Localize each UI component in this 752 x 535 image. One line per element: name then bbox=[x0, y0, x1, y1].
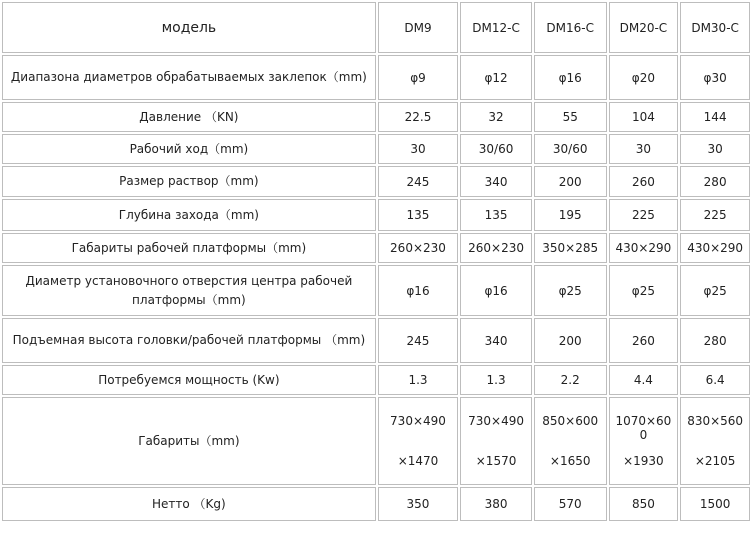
cell-value: φ16 bbox=[534, 55, 607, 100]
table-row bbox=[2, 318, 750, 363]
cell-value: 30/60 bbox=[534, 134, 607, 164]
cell-value: φ20 bbox=[609, 55, 679, 100]
model-header-dm12c: DM12-C bbox=[460, 2, 532, 53]
cell-value: 245 bbox=[378, 318, 458, 363]
dimension-line: ×1930 bbox=[623, 454, 664, 468]
cell-value: φ30 bbox=[680, 55, 750, 100]
cell-value: φ25 bbox=[680, 265, 750, 316]
dimension-line: ×1470 bbox=[397, 454, 439, 468]
dimension-line: 830×560 bbox=[687, 414, 744, 428]
table-row bbox=[2, 365, 750, 395]
cell-value: 260 bbox=[609, 166, 679, 197]
cell-value: 245 bbox=[378, 166, 458, 197]
row-label: Рабочий ход（mm) bbox=[2, 134, 376, 164]
cell-value: 280 bbox=[680, 166, 750, 197]
model-header-dm16c: DM16-C bbox=[534, 2, 607, 53]
row-label: Подъемная высота головки/рабочей платформы （mm) bbox=[2, 318, 376, 363]
row-label: Размер раствор（mm) bbox=[2, 166, 376, 197]
dimension-line: ×1650 bbox=[549, 454, 591, 468]
cell-value: 135 bbox=[378, 199, 458, 231]
cell-value: 32 bbox=[460, 102, 532, 132]
model-header-cell: модель bbox=[2, 2, 376, 53]
cell-value bbox=[460, 397, 532, 485]
table-row bbox=[2, 199, 750, 231]
dimension-line bbox=[681, 428, 749, 454]
dimension-line: 730×490 bbox=[468, 414, 524, 428]
table-row bbox=[2, 397, 750, 485]
row-label: Давление （KN) bbox=[2, 102, 376, 132]
cell-value: 6.4 bbox=[680, 365, 750, 395]
cell-value: φ25 bbox=[609, 265, 679, 316]
dimension-line bbox=[461, 428, 531, 454]
row-label: Габариты（mm) bbox=[2, 397, 376, 485]
cell-value: 430×290 bbox=[609, 233, 679, 263]
cell-value: 4.4 bbox=[609, 365, 679, 395]
table-row bbox=[2, 265, 750, 316]
cell-value: 1.3 bbox=[460, 365, 532, 395]
cell-value bbox=[534, 397, 607, 485]
cell-value: 260×230 bbox=[378, 233, 458, 263]
cell-value: 30/60 bbox=[460, 134, 532, 164]
table-row bbox=[2, 166, 750, 197]
cell-value: 225 bbox=[609, 199, 679, 231]
row-label: Нетто （Kg) bbox=[2, 487, 376, 521]
cell-value: 225 bbox=[680, 199, 750, 231]
table-row bbox=[2, 55, 750, 100]
cell-value: 260 bbox=[609, 318, 679, 363]
cell-value: 350 bbox=[378, 487, 458, 521]
cell-value: 350×285 bbox=[534, 233, 607, 263]
cell-value bbox=[609, 397, 679, 485]
dimension-line: ×1570 bbox=[475, 454, 517, 468]
dimension-line: 1070×60 bbox=[615, 414, 672, 428]
dimension-line: 850×600 bbox=[542, 414, 599, 428]
cell-value: 340 bbox=[460, 166, 532, 197]
row-label: Диапазона диаметров обрабатываемых заклепок（mm) bbox=[2, 55, 376, 100]
cell-value: 144 bbox=[680, 102, 750, 132]
table-row bbox=[2, 233, 750, 263]
cell-value: 850 bbox=[609, 487, 679, 521]
header-row bbox=[2, 2, 750, 53]
cell-value: 570 bbox=[534, 487, 607, 521]
model-header-dm9: DM9 bbox=[378, 2, 458, 53]
cell-value: 200 bbox=[534, 318, 607, 363]
row-label-line: Диаметр установочного отверстия центра рабочей bbox=[25, 273, 353, 288]
cell-value: 1500 bbox=[680, 487, 750, 521]
cell-value: φ16 bbox=[378, 265, 458, 316]
cell-value: 135 bbox=[460, 199, 532, 231]
cell-value: 30 bbox=[680, 134, 750, 164]
cell-value: 260×230 bbox=[460, 233, 532, 263]
cell-value: 55 bbox=[534, 102, 607, 132]
cell-value: 30 bbox=[609, 134, 679, 164]
table-row bbox=[2, 134, 750, 164]
row-label-line: платформы（mm) bbox=[132, 292, 246, 307]
cell-value: 104 bbox=[609, 102, 679, 132]
cell-value: φ12 bbox=[460, 55, 532, 100]
cell-value: φ16 bbox=[460, 265, 532, 316]
dimension-line bbox=[535, 428, 606, 454]
cell-value: 1.3 bbox=[378, 365, 458, 395]
cell-value: 380 bbox=[460, 487, 532, 521]
model-header-dm20c: DM20-C bbox=[609, 2, 679, 53]
row-label: Габариты рабочей платформы（mm) bbox=[2, 233, 376, 263]
dimension-line bbox=[379, 428, 457, 454]
cell-value: 340 bbox=[460, 318, 532, 363]
dimension-line: ×2105 bbox=[694, 454, 736, 468]
cell-value: 200 bbox=[534, 166, 607, 197]
cell-value bbox=[680, 397, 750, 485]
cell-value bbox=[378, 397, 458, 485]
cell-value: 280 bbox=[680, 318, 750, 363]
table-row bbox=[2, 102, 750, 132]
dimension-line: 0 bbox=[639, 428, 648, 442]
cell-value: φ25 bbox=[534, 265, 607, 316]
dimension-line: 730×490 bbox=[390, 414, 446, 428]
row-label: Потребуемся мощность (Kw) bbox=[2, 365, 376, 395]
table-row bbox=[2, 487, 750, 521]
cell-value: φ9 bbox=[378, 55, 458, 100]
cell-value: 30 bbox=[378, 134, 458, 164]
model-header-dm30c: DM30-C bbox=[680, 2, 750, 53]
cell-value: 195 bbox=[534, 199, 607, 231]
row-label: Глубина захода（mm) bbox=[2, 199, 376, 231]
cell-value: 2.2 bbox=[534, 365, 607, 395]
row-label bbox=[2, 265, 376, 316]
cell-value: 430×290 bbox=[680, 233, 750, 263]
cell-value: 22.5 bbox=[378, 102, 458, 132]
